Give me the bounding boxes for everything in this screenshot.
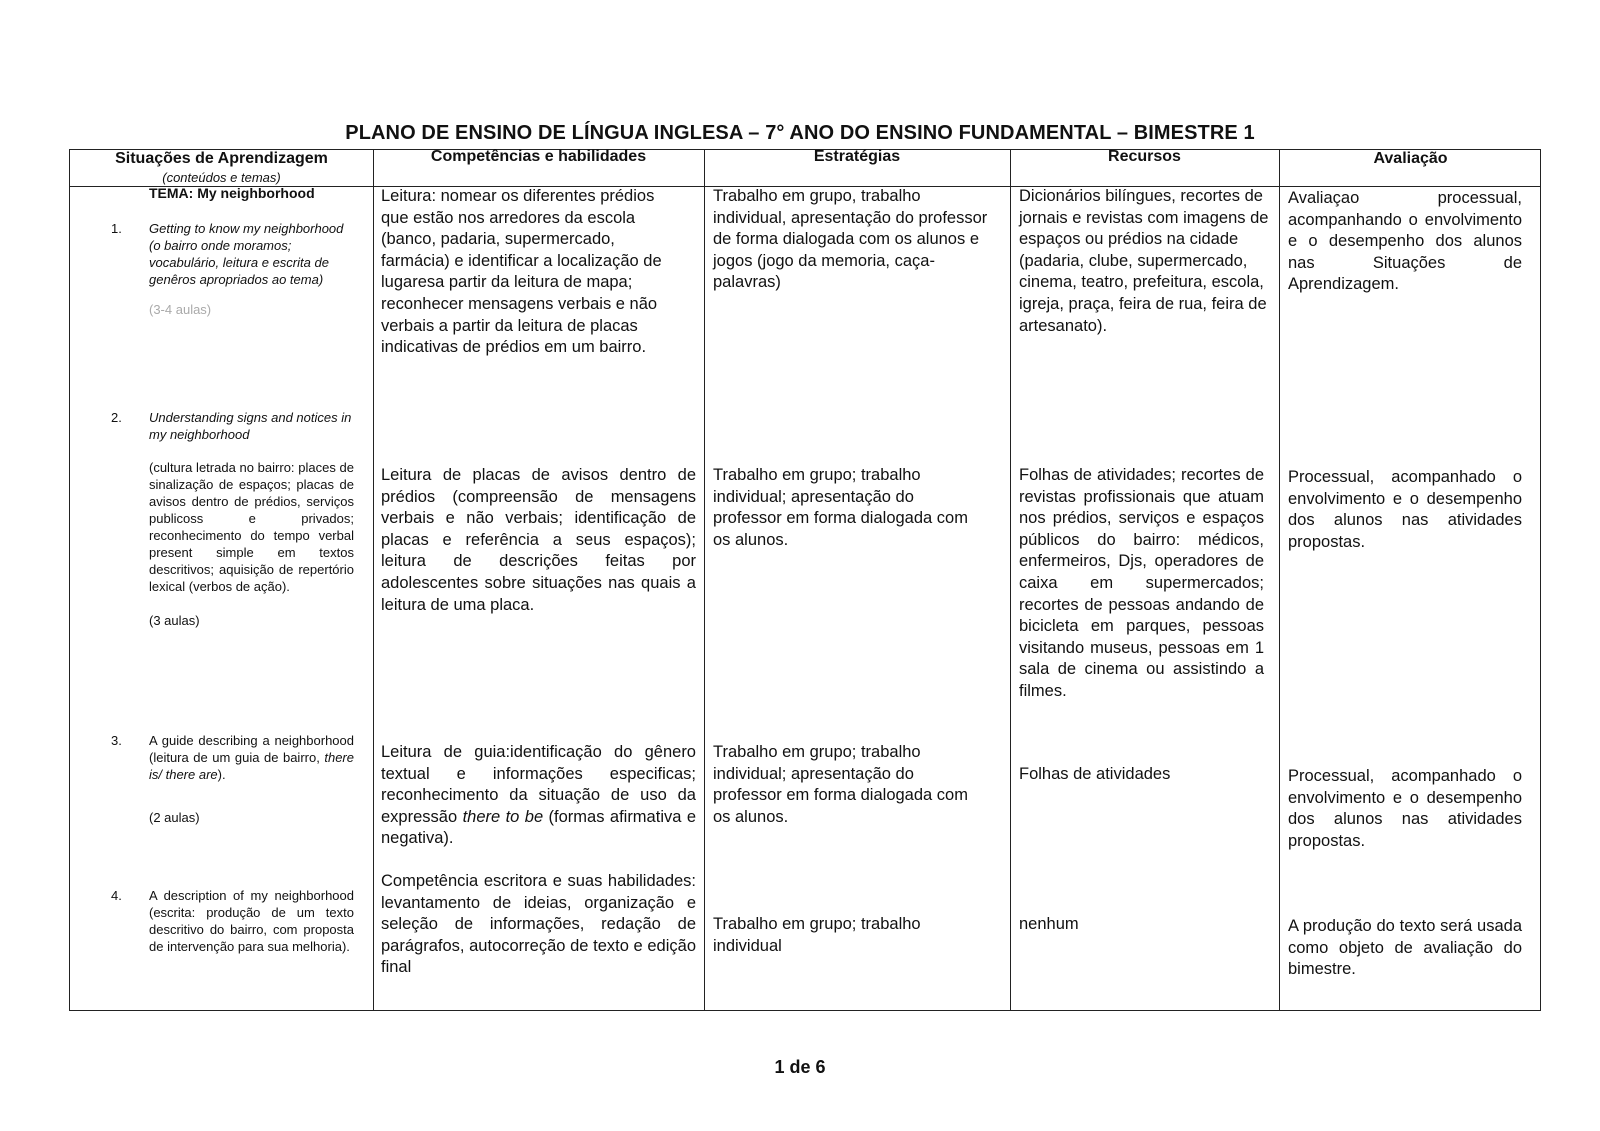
situacao-3-desc-b: there is/ there are	[149, 750, 354, 782]
estrategias-2: Trabalho em grupo; trabalho individual; apresentação do professor em forma dialogada com os alunos.	[713, 466, 968, 549]
column-divider	[1279, 150, 1280, 1010]
column-divider	[373, 150, 374, 1010]
avaliacao-3: Processual, acompanhado o envolvimento e o desempenho dos alunos nas atividades propostas.	[1288, 767, 1522, 850]
recursos-1: Dicionários bilíngues, recortes de jornais e revistas com imagens de espaços ou prédios na cidade (padaria, clube, supermercado, cinema, teatro, prefeitura, escola, igreja, praça, feira de rua, feira de artesanato).	[1019, 187, 1269, 335]
competencias-4: Competência escritora e suas habilidades: levantamento de ideias, organização e seleção de informações, redação de parágrafos, autocorreção de texto e edição final	[381, 872, 696, 977]
header-competencias: Competências e habilidades	[430, 148, 647, 165]
avaliacao-1: Avaliaçao processual, acompanhando o envolvimento e o desempenho dos alunos nas Situações de Aprendizagem.	[1288, 189, 1522, 294]
competencias-3-a: Leitura de guia:identificação do gênero textual e informações especificas; reconhecimento da situação de uso da expressão	[381, 743, 696, 826]
situacao-1-number: 1.	[111, 221, 122, 236]
situacao-4	[111, 887, 354, 955]
recursos-2: Folhas de atividades; recortes de revistas profissionais que atuam nos prédios, serviços e espaços públicos do bairro: médicos, enfermeiros, Djs, operadores de caixa em supermercados; recortes de pessoas andando de bicicleta em parques, pessoas visitando museus, pessoas em 1 sala de cinema ou assistindo a filmes.	[1019, 466, 1264, 700]
lesson-plan-table	[69, 149, 1541, 1011]
estrategias-4: Trabalho em grupo; trabalho individual	[713, 915, 921, 955]
situacao-3	[111, 732, 354, 826]
situacao-3-desc-a: (leitura de um guia de bairro,	[149, 750, 325, 765]
header-situacoes-sub: (conteúdos e temas)	[162, 170, 281, 185]
situacao-3-title: A guide describing a neighborhood	[149, 733, 354, 748]
avaliacao-4: A produção do texto será usada como objeto de avaliação do bimestre.	[1288, 917, 1522, 979]
page-title: PLANO DE ENSINO DE LÍNGUA INGLESA – 7° ANO DO ENSINO FUNDAMENTAL – BIMESTRE 1	[345, 122, 1255, 144]
avaliacao-2: Processual, acompanhado o envolvimento e o desempenho dos alunos nas atividades propostas.	[1288, 468, 1522, 551]
header-estrategias: Estratégias	[813, 148, 901, 165]
situacao-3-desc	[149, 749, 354, 783]
situacao-3-desc-c: ).	[217, 767, 226, 782]
tema-label: TEMA: My neighborhood	[149, 185, 315, 201]
recursos-4: nenhum	[1019, 915, 1079, 933]
header-situacoes	[70, 150, 373, 186]
column-divider	[1010, 150, 1011, 1010]
competencias-1: Leitura: nomear os diferentes prédios que estão nos arredores da escola (banco, padaria, supermercado, farmácia) e identificar a localização de lugaresa partir da leitura de mapa; reconhecer mensagens verbais e não verbais a partir da leitura de placas indicativas de prédios em um bairro.	[381, 187, 662, 357]
column-divider	[704, 150, 705, 1010]
situacao-2-desc: (cultura letrada no bairro: places de sinalização de espaços; placas de avisos dentro de prédios, serviços publicoss e privados; reconhecimento do tempo verbal present simple em textos descritivos; aquisição de repertório lexical (verbos de ação).	[149, 460, 354, 594]
competencias-3-c: (formas afirmativa e negativa).	[381, 807, 697, 848]
situacao-4-title: A description of my neighborhood	[149, 888, 354, 903]
situacao-1-title: Getting to know my neighborhood	[149, 221, 344, 236]
situacao-2-aulas: (3 aulas)	[149, 613, 200, 628]
header-recursos: Recursos	[1108, 148, 1181, 165]
estrategias-1: Trabalho em grupo, trabalho individual, apresentação do professor de forma dialogada com os alunos e jogos (jogo da memoria, caça-palavras)	[713, 187, 988, 292]
situacao-3-aulas: (2 aulas)	[149, 810, 200, 825]
situacao-4-desc: (escrita: produção de um texto descritivo do bairro, com proposta de intervenção para sua melhoria).	[149, 905, 354, 954]
competencias-2: Leitura de placas de avisos dentro de prédios (compreensão de mensagens verbais e não verbais; identificação de placas e referência a seus espaços); leitura de descrições feitas por adolescentes sobre situações nas quais a leitura de uma placa.	[381, 466, 696, 614]
situacao-2	[111, 409, 354, 629]
competencias-3	[381, 742, 696, 850]
situacao-2-title: Understanding signs and notices in my neighborhood	[149, 410, 352, 442]
competencias-3-b: there to be	[462, 807, 544, 826]
situacao-1	[111, 220, 354, 318]
situacao-3-number: 3.	[111, 733, 122, 748]
recursos-3: Folhas de atividades	[1019, 765, 1171, 783]
situacao-2-number: 2.	[111, 410, 122, 425]
estrategias-3: Trabalho em grupo; trabalho individual; apresentação do professor em forma dialogada com os alunos.	[713, 743, 968, 826]
header-avaliacao: Avaliação	[1373, 150, 1448, 167]
page-number: 1 de 6	[774, 1057, 826, 1077]
situacao-1-aulas: (3-4 aulas)	[149, 302, 212, 317]
situacao-4-number: 4.	[111, 888, 122, 903]
situacao-1-desc: (o bairro onde moramos; vocabulário, leitura e escrita de genêros apropriados ao tema)	[149, 238, 329, 287]
header-situacoes-label: Situações de Aprendizagem	[115, 150, 328, 167]
